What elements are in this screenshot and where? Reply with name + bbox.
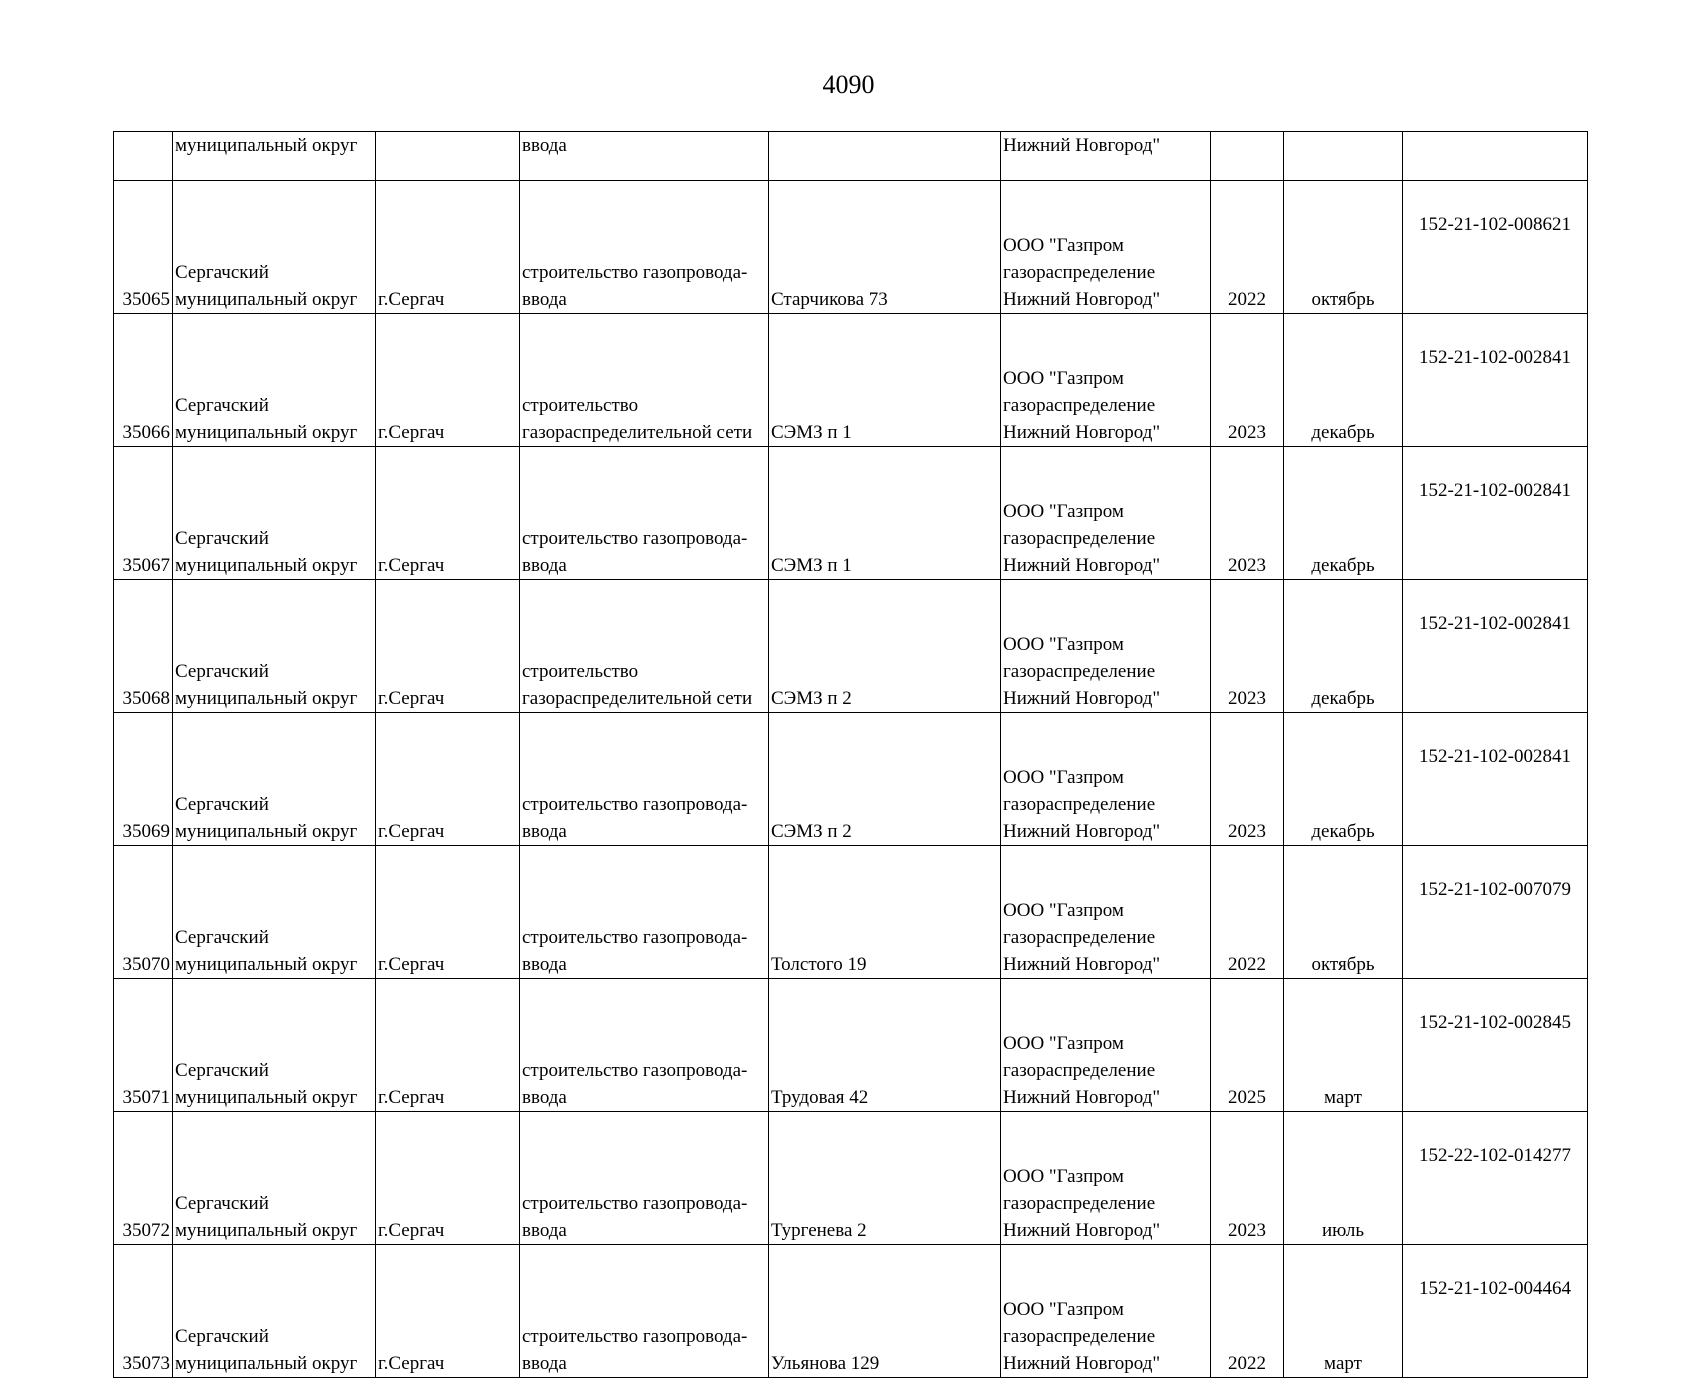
- cell-text-line: строительство газопровода-: [522, 1060, 748, 1081]
- cell-month: [1284, 314, 1403, 447]
- cell-text: г.Сергач: [378, 1087, 445, 1108]
- cell-text-line: газораспределение: [1003, 1326, 1156, 1347]
- cell-code: [1403, 1112, 1588, 1245]
- cell-year: [1211, 979, 1284, 1112]
- cell-text-line: строительство: [522, 395, 639, 416]
- cell-address: [769, 181, 1001, 314]
- table-row: [114, 447, 1588, 580]
- cell-text-line: ООО "Газпром: [1003, 767, 1124, 788]
- cell-text: 35066: [122, 422, 170, 443]
- table-row: [114, 181, 1588, 314]
- cell-text-line: строительство газопровода-: [522, 927, 748, 948]
- cell-month: [1284, 181, 1403, 314]
- cell-code: [1403, 447, 1588, 580]
- cell-text-line: газораспределительной сети: [522, 688, 753, 709]
- cell-work: [520, 314, 769, 447]
- cell-city: [376, 132, 520, 181]
- cell-address: [769, 846, 1001, 979]
- cell-text-line: строительство газопровода-: [522, 794, 748, 815]
- cell-city: [376, 1245, 520, 1378]
- cell-text-line: Сергачский: [175, 927, 269, 948]
- cell-text-line: строительство газопровода-: [522, 1326, 748, 1347]
- cell-text: декабрь: [1311, 555, 1375, 576]
- cell-code: [1403, 132, 1588, 181]
- cell-text-line: Нижний Новгород": [1003, 289, 1161, 310]
- cell-text: 152-22-102-014277: [1419, 1145, 1571, 1166]
- cell-city: [376, 1112, 520, 1245]
- cell-text-line: муниципальный округ: [175, 1220, 358, 1241]
- cell-year: [1211, 1245, 1284, 1378]
- cell-text-line: газораспределительной сети: [522, 422, 753, 443]
- cell-code: [1403, 314, 1588, 447]
- cell-text-line: газораспределение: [1003, 395, 1156, 416]
- cell-text-line: муниципальный округ: [175, 954, 358, 975]
- cell-year: [1211, 580, 1284, 713]
- cell-text: март: [1324, 1087, 1362, 1108]
- table-body: [114, 132, 1588, 1378]
- cell-work: [520, 713, 769, 846]
- cell-text: 152-21-102-008621: [1419, 214, 1571, 235]
- cell-num: [114, 1245, 173, 1378]
- cell-city: [376, 979, 520, 1112]
- cell-year: [1211, 846, 1284, 979]
- cell-text: 152-21-102-002841: [1419, 746, 1571, 767]
- cell-org: [1001, 580, 1211, 713]
- cell-district: [173, 713, 376, 846]
- cell-text: октябрь: [1311, 289, 1375, 310]
- cell-text: декабрь: [1311, 422, 1375, 443]
- cell-text: г.Сергач: [378, 1353, 445, 1374]
- cell-text: 2022: [1228, 289, 1266, 310]
- cell-text: Старчикова 73: [771, 289, 888, 310]
- cell-address: [769, 979, 1001, 1112]
- cell-text: г.Сергач: [378, 954, 445, 975]
- cell-text: 2023: [1228, 821, 1266, 842]
- cell-text: 35073: [122, 1353, 170, 1374]
- cell-city: [376, 314, 520, 447]
- cell-text: г.Сергач: [378, 422, 445, 443]
- cell-month: [1284, 713, 1403, 846]
- cell-text-line: ООО "Газпром: [1003, 368, 1124, 389]
- cell-text-line: строительство: [522, 661, 639, 682]
- cell-work: [520, 181, 769, 314]
- cell-year: [1211, 132, 1284, 181]
- cell-num: [114, 132, 173, 181]
- cell-month: [1284, 132, 1403, 181]
- cell-text: СЭМЗ п 1: [771, 555, 852, 576]
- cell-num: [114, 447, 173, 580]
- cell-text-line: ООО "Газпром: [1003, 634, 1124, 655]
- cell-text: г.Сергач: [378, 1220, 445, 1241]
- cell-code: [1403, 846, 1588, 979]
- cell-address: [769, 132, 1001, 181]
- cell-text-line: муниципальный округ: [175, 555, 358, 576]
- cell-text: Трудовая 42: [771, 1087, 869, 1108]
- cell-district: [173, 447, 376, 580]
- cell-text: 152-21-102-004464: [1419, 1278, 1571, 1299]
- cell-text-line: Сергачский: [175, 528, 269, 549]
- cell-text-line: ввода: [522, 1087, 567, 1108]
- cell-text: март: [1324, 1353, 1362, 1374]
- cell-text: Нижний Новгород": [1003, 135, 1161, 156]
- cell-text: Тургенева 2: [771, 1220, 867, 1241]
- cell-num: [114, 713, 173, 846]
- cell-text-line: муниципальный округ: [175, 422, 358, 443]
- cell-num: [114, 580, 173, 713]
- cell-org: [1001, 713, 1211, 846]
- cell-city: [376, 713, 520, 846]
- cell-text-line: ввода: [522, 1220, 567, 1241]
- cell-text: г.Сергач: [378, 289, 445, 310]
- cell-address: [769, 314, 1001, 447]
- cell-text: 2023: [1228, 1220, 1266, 1241]
- cell-work: [520, 1245, 769, 1378]
- cell-org: [1001, 979, 1211, 1112]
- cell-text: 35065: [122, 289, 170, 310]
- cell-text: 152-21-102-002841: [1419, 480, 1571, 501]
- cell-text-line: Сергачский: [175, 661, 269, 682]
- cell-text-line: Нижний Новгород": [1003, 1220, 1161, 1241]
- cell-year: [1211, 447, 1284, 580]
- cell-text-line: строительство газопровода-: [522, 528, 748, 549]
- cell-text: 152-21-102-002845: [1419, 1012, 1571, 1033]
- cell-text: 35070: [122, 954, 170, 975]
- cell-month: [1284, 979, 1403, 1112]
- table-row: [114, 314, 1588, 447]
- cell-text: 152-21-102-007079: [1419, 879, 1571, 900]
- cell-text: Ульянова 129: [771, 1353, 880, 1374]
- cell-org: [1001, 1245, 1211, 1378]
- cell-text: октябрь: [1311, 954, 1375, 975]
- cell-org: [1001, 1112, 1211, 1245]
- cell-org: [1001, 846, 1211, 979]
- cell-text: г.Сергач: [378, 555, 445, 576]
- cell-code: [1403, 181, 1588, 314]
- cell-text: 2025: [1228, 1087, 1266, 1108]
- cell-num: [114, 846, 173, 979]
- page-number: 4090: [822, 70, 875, 99]
- cell-text-line: Нижний Новгород": [1003, 821, 1161, 842]
- cell-city: [376, 846, 520, 979]
- cell-district: [173, 132, 376, 181]
- cell-text-line: газораспределение: [1003, 528, 1156, 549]
- cell-text: 35069: [122, 821, 170, 842]
- cell-month: [1284, 846, 1403, 979]
- cell-text-line: ООО "Газпром: [1003, 501, 1124, 522]
- cell-text-line: муниципальный округ: [175, 688, 358, 709]
- cell-work: [520, 132, 769, 181]
- table-row: [114, 1245, 1588, 1378]
- cell-text-line: ввода: [522, 954, 567, 975]
- cell-district: [173, 846, 376, 979]
- cell-text-line: Сергачский: [175, 395, 269, 416]
- cell-text: декабрь: [1311, 821, 1375, 842]
- cell-text-line: муниципальный округ: [175, 289, 358, 310]
- cell-text-line: муниципальный округ: [175, 821, 358, 842]
- cell-city: [376, 447, 520, 580]
- cell-address: [769, 1245, 1001, 1378]
- cell-text: Толстого 19: [771, 954, 867, 975]
- cell-text: СЭМЗ п 1: [771, 422, 852, 443]
- cell-address: [769, 447, 1001, 580]
- cell-text-line: муниципальный округ: [175, 1087, 358, 1108]
- table-row: [114, 580, 1588, 713]
- cell-month: [1284, 447, 1403, 580]
- cell-text-line: строительство газопровода-: [522, 1193, 748, 1214]
- cell-text-line: ООО "Газпром: [1003, 900, 1124, 921]
- cell-org: [1001, 132, 1211, 181]
- cell-text: декабрь: [1311, 688, 1375, 709]
- cell-month: [1284, 1112, 1403, 1245]
- cell-num: [114, 314, 173, 447]
- registry-table: [113, 131, 1588, 1378]
- cell-text-line: строительство газопровода-: [522, 262, 748, 283]
- cell-district: [173, 1245, 376, 1378]
- cell-code: [1403, 713, 1588, 846]
- cell-text: 152-21-102-002841: [1419, 347, 1571, 368]
- cell-text-line: ввода: [522, 555, 567, 576]
- cell-text: 2023: [1228, 555, 1266, 576]
- table-row: [114, 846, 1588, 979]
- cell-work: [520, 580, 769, 713]
- cell-text: СЭМЗ п 2: [771, 821, 852, 842]
- cell-city: [376, 181, 520, 314]
- cell-year: [1211, 181, 1284, 314]
- cell-text: июль: [1321, 1220, 1365, 1241]
- cell-num: [114, 181, 173, 314]
- cell-text: 152-21-102-002841: [1419, 613, 1571, 634]
- cell-text-line: Сергачский: [175, 794, 269, 815]
- cell-work: [520, 846, 769, 979]
- cell-text: 35067: [122, 555, 170, 576]
- cell-city: [376, 580, 520, 713]
- table-row: [114, 979, 1588, 1112]
- cell-num: [114, 1112, 173, 1245]
- cell-code: [1403, 1245, 1588, 1378]
- cell-text-line: газораспределение: [1003, 661, 1156, 682]
- cell-text-line: газораспределение: [1003, 1060, 1156, 1081]
- cell-text-line: Сергачский: [175, 1326, 269, 1347]
- cell-year: [1211, 314, 1284, 447]
- cell-org: [1001, 447, 1211, 580]
- cell-code: [1403, 979, 1588, 1112]
- cell-org: [1001, 181, 1211, 314]
- cell-district: [173, 979, 376, 1112]
- cell-district: [173, 181, 376, 314]
- cell-num: [114, 979, 173, 1112]
- cell-text-line: ООО "Газпром: [1003, 1033, 1124, 1054]
- cell-text-line: Нижний Новгород": [1003, 555, 1161, 576]
- cell-code: [1403, 580, 1588, 713]
- cell-org: [1001, 314, 1211, 447]
- cell-year: [1211, 1112, 1284, 1245]
- cell-text-line: ООО "Газпром: [1003, 1299, 1124, 1320]
- cell-text-line: ввода: [522, 821, 567, 842]
- cell-text-line: газораспределение: [1003, 1193, 1156, 1214]
- cell-text: 2022: [1228, 954, 1266, 975]
- cell-work: [520, 447, 769, 580]
- cell-district: [173, 1112, 376, 1245]
- cell-text: 2022: [1228, 1353, 1266, 1374]
- cell-text-line: Нижний Новгород": [1003, 688, 1161, 709]
- cell-text: СЭМЗ п 2: [771, 688, 852, 709]
- cell-text-line: ООО "Газпром: [1003, 235, 1124, 256]
- cell-text: 2023: [1228, 688, 1266, 709]
- cell-text: муниципальный округ: [175, 135, 358, 156]
- cell-text-line: Нижний Новгород": [1003, 422, 1161, 443]
- cell-month: [1284, 1245, 1403, 1378]
- cell-text: 35072: [122, 1220, 170, 1241]
- cell-text-line: ввода: [522, 289, 567, 310]
- cell-text: 2023: [1228, 422, 1266, 443]
- cell-text-line: газораспределение: [1003, 262, 1156, 283]
- cell-text: г.Сергач: [378, 688, 445, 709]
- table-row: [114, 1112, 1588, 1245]
- cell-text: г.Сергач: [378, 821, 445, 842]
- cell-district: [173, 580, 376, 713]
- cell-text-line: Сергачский: [175, 1060, 269, 1081]
- cell-month: [1284, 580, 1403, 713]
- cell-text-line: муниципальный округ: [175, 1353, 358, 1374]
- cell-text-line: Нижний Новгород": [1003, 954, 1161, 975]
- cell-text-line: Сергачский: [175, 262, 269, 283]
- table-row: [114, 713, 1588, 846]
- cell-text-line: газораспределение: [1003, 794, 1156, 815]
- cell-year: [1211, 713, 1284, 846]
- cell-text: 35068: [122, 688, 170, 709]
- cell-work: [520, 979, 769, 1112]
- cell-text-line: Нижний Новгород": [1003, 1087, 1161, 1108]
- cell-text-line: ООО "Газпром: [1003, 1166, 1124, 1187]
- cell-district: [173, 314, 376, 447]
- cell-text-line: Нижний Новгород": [1003, 1353, 1161, 1374]
- cell-text: ввода: [522, 135, 567, 156]
- cell-address: [769, 580, 1001, 713]
- cell-address: [769, 1112, 1001, 1245]
- cell-text-line: Сергачский: [175, 1193, 269, 1214]
- cell-text: 35071: [122, 1087, 170, 1108]
- cell-text-line: газораспределение: [1003, 927, 1156, 948]
- cell-work: [520, 1112, 769, 1245]
- table-row-continuation: [114, 132, 1588, 181]
- cell-text-line: ввода: [522, 1353, 567, 1374]
- cell-address: [769, 713, 1001, 846]
